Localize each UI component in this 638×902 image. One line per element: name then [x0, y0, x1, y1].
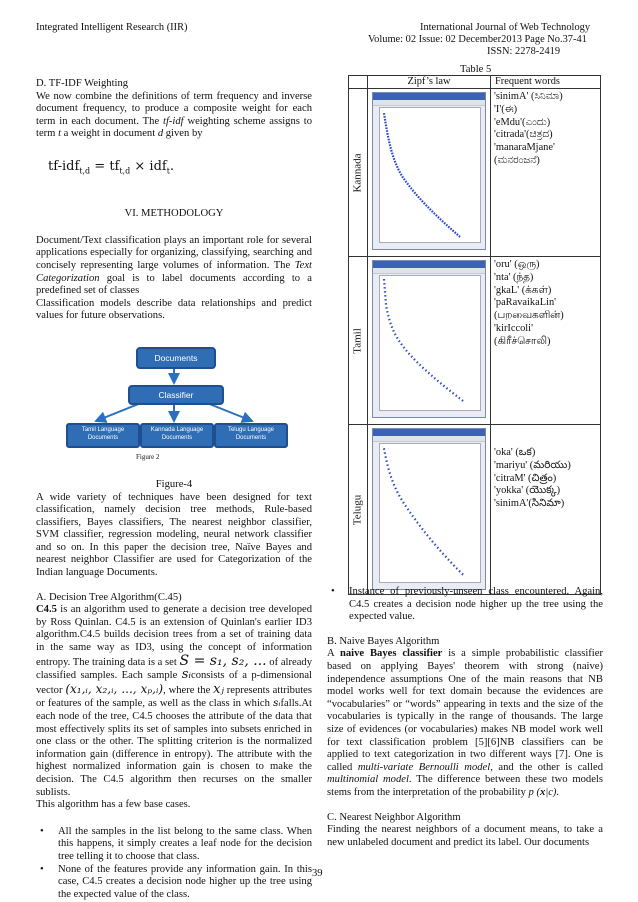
frequent-words-tamil: 'oru' (ஒரு) 'nta' (ந்த) 'gkaL' (க்கள்) 'paRavaikaLin' (பறவைகளின்) 'kirIccoli' (கிரீச்சொலி) [491, 257, 601, 425]
base-cases-intro: This algorithm has a few base cases. [36, 799, 191, 811]
list-item: • Instance of previously-unseen class encountered. Again, C4.5 creates a decision node higher up the tree using the expected value. [327, 586, 603, 624]
table-title: Table 5 [460, 64, 492, 75]
figure-small-label: Figure 2 [136, 452, 160, 461]
zipf-plot-telugu [372, 428, 486, 590]
documents-box: Documents [136, 347, 216, 369]
right-column [327, 586, 603, 849]
methodology-paragraph: Document/Text classification plays an important role for several applications especially for organizing, classifying, searching and concisely representing large volumes of information. The Text Categorization goal is to label documents according to a predefined set of classes [36, 234, 312, 297]
section-heading-decision-tree: A. Decision Tree Algorithm(C.45) [36, 591, 182, 603]
frequent-words-header: Frequent words [491, 76, 601, 89]
classification-models-paragraph: Classification models describe data relationships and predict values for future observations. [36, 297, 312, 322]
zipf-plot-kannada [372, 92, 486, 250]
issn-header: ISSN: 2278-2419 [487, 46, 561, 57]
zipf-header: Zipf’s law [368, 76, 491, 89]
table-row [349, 425, 601, 595]
zipf-curve [380, 276, 480, 410]
list-item: • All the samples in the list belong to the same class. When this happens, it simply creates a leaf node for the decision tree telling it to choose that class. [36, 826, 312, 864]
classifier-box: Classifier [128, 385, 224, 405]
tfidf-formula: $tf-idf_{t,d} = tf_{t,d} \times idf_t$. [48, 158, 175, 176]
classification-figure [36, 337, 312, 465]
section-heading-tfidf: D. TF-IDF Weighting [36, 78, 129, 89]
c45-paragraph: C4.5 is an algorithm used to generate a decision tree developed by Ross Quinlan. C4.5 is an extension of Quinlan's earlier ID3 algorithm.C4.5 builds decision trees from a set of training data in the same way as ID3, using the concept of information entropy. The training data is a set S = s₁, s₂, ... of already classified samples. Each sample sᵢconsists of a p-dimensional vector (x₁,ᵢ, x₂,ᵢ, ..., xₚ,ᵢ), where the xⱼ represents attributes or features of the sample, as well as the class in which sᵢfalls.At each node of the tree, C4.5 chooses the attribute of the data that most effectively splits its set of samples into subsets enriched in one class or the other. The splitting criterion is the normalized information gain (difference in entropy). The attribute with the highest normalized information gain is chosen to make the decision. The C4.5 algorithm then recurses on the smaller sublists. [36, 604, 313, 798]
page-number: 39 [312, 868, 323, 879]
kannada-docs-box: Kannada Language Documents [140, 423, 214, 448]
frequent-words-telugu: 'oka' (ఒక) 'mariyu' (మరియు) 'citraM' (చిత్రం) 'yokka' (యొక్క) 'sinimA'(సినిమా) [491, 425, 601, 595]
journal-title-header: International Journal of Web Technology [420, 22, 591, 33]
journal-left-header: Integrated Intelligent Research (IIR) [36, 22, 188, 33]
table-row [349, 257, 601, 425]
lang-cell: Tamil [349, 257, 368, 425]
section-heading-nearest-neighbor: C. Nearest Neighbor Algorithm [327, 811, 461, 823]
naive-bayes-paragraph: A naive Bayes classifier is a simple probabilistic classifier based on applying Bayes' theorem with strong (naive) independence assumptions One of the main reasons that NB model works well for text domain because the evidences are “vocabularies” or “words” appearing in texts and the size of the vocabularies is typically in the range of thousands. The large size of evidences (or vocabularies) makes NB model work well for text classification problem [5][6]NB classifiers can be applied to text categorization in two different ways [7]. One is called multi-variate Bernoulli model, and the other is called multinomial model. The difference between these two models stems from the interpretation of the probability p (x|c). [327, 648, 603, 798]
zipf-plot-cell [368, 425, 491, 595]
zipf-plot-cell [368, 257, 491, 425]
zipf-curve [380, 108, 480, 242]
zipf-curve [380, 444, 480, 582]
section-heading-methodology: VI. METHODOLOGY [124, 208, 224, 220]
table-row [349, 89, 601, 257]
zipf-plot-tamil [372, 260, 486, 418]
base-cases-list [36, 826, 312, 902]
list-item: • None of the features provide any information gain. In this case, C4.5 creates a decision node higher up the tree using the expected value of the class. [36, 864, 312, 902]
section-heading-naive-bayes: B. Naive Bayes Algorithm [327, 635, 440, 647]
zipf-plot-cell [368, 89, 491, 257]
tfidf-paragraph: We now combine the definitions of term frequency and inverse document frequency, to produce a composite weight for each term in each document. The tf-idf weighting scheme assigns to term t a weight in document d given by [36, 90, 312, 140]
frequent-words-kannada: 'sinimA' (ಸಿನಿಮಾ) 'I'(ಈ) 'eMdu'(ಎಂದು) 'citrada'(ಚಿತ್ರದ) 'manaraMjane' (ಮನರಂಜನೆ) [491, 89, 601, 257]
lang-cell: Telugu [349, 425, 368, 595]
base-cases-list-cont [327, 586, 603, 624]
telugu-docs-box: Telugu Language Documents [214, 423, 288, 448]
frequent-words-table [348, 75, 601, 595]
volume-header: Volume: 02 Issue: 02 December2013 Page No.37-41 [368, 34, 587, 45]
nearest-neighbor-paragraph: Finding the nearest neighbors of a document means, to take a new unlabeled document and predict its label. Our documents [327, 824, 603, 848]
techniques-paragraph: A wide variety of techniques have been designed for text classification, namely decision tree methods, Rule-based classifiers, Bayes classifiers, The nearest neighbor classifier, SVM classifier, regression modeling, neural network classifier and so on. In this paper the decision tree, Naïve Bayes and nearest neighbor Classifier are used for Categorization of the Indian language Documents. [36, 491, 312, 579]
left-column [36, 78, 312, 901]
lang-cell: Kannada [349, 89, 368, 257]
tamil-docs-box: Tamil Language Documents [66, 423, 140, 448]
figure-caption: Figure-4 [155, 478, 193, 490]
